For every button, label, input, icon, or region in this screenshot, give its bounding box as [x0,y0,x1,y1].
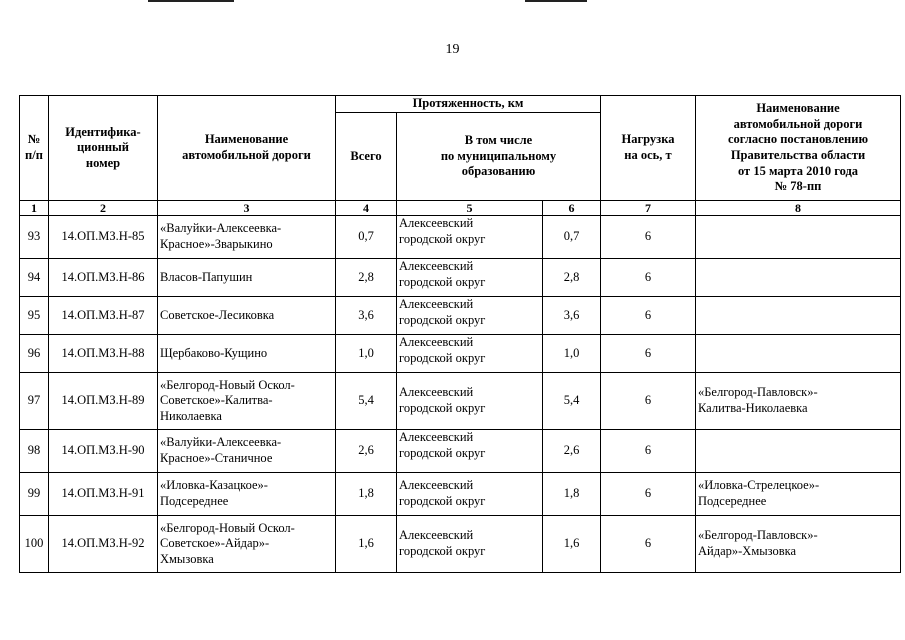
road-name: «Иловка-Казацкое»- Подсереднее [158,473,336,516]
top-rule-right [525,0,587,2]
table-row [20,335,901,373]
municipality: Алексеевский городской округ [397,373,543,430]
municipality: Алексеевский городской округ [397,297,543,335]
road-name: «Валуйки-Алексеевка- Красное»-Станичное [158,430,336,473]
column-number: 8 [696,201,901,216]
road-id: 14.ОП.МЗ.Н-85 [49,216,158,259]
header-municipality: В том числе по муниципальному образованию [397,113,601,201]
length-municipal: 0,7 [543,216,601,259]
length-municipal: 1,6 [543,516,601,573]
table-row [20,259,901,297]
column-number: 6 [543,201,601,216]
row-number: 95 [20,297,49,335]
row-number: 96 [20,335,49,373]
municipality: Алексеевский городской округ [397,516,543,573]
page-number: 19 [445,42,460,57]
regulation-name [696,430,901,473]
road-id: 14.ОП.МЗ.Н-89 [49,373,158,430]
length-municipal: 2,8 [543,259,601,297]
axle-load: 6 [601,430,696,473]
municipality: Алексеевский городской округ [397,473,543,516]
municipality: Алексеевский городской округ [397,430,543,473]
regulation-name [696,297,901,335]
length-municipal: 1,8 [543,473,601,516]
axle-load: 6 [601,259,696,297]
row-number: 99 [20,473,49,516]
column-number: 3 [158,201,336,216]
table-row [20,430,901,473]
road-id: 14.ОП.МЗ.Н-87 [49,297,158,335]
road-name: Советское-Лесиковка [158,297,336,335]
header-road-name: Наименование автомобильной дороги [158,96,336,201]
table-row [20,473,901,516]
length-total: 1,6 [336,516,397,573]
road-id: 14.ОП.МЗ.Н-88 [49,335,158,373]
header-num: № п/п [20,96,49,201]
axle-load: 6 [601,373,696,430]
road-name: Щербаково-Кущино [158,335,336,373]
column-number: 7 [601,201,696,216]
axle-load: 6 [601,516,696,573]
axle-load: 6 [601,335,696,373]
length-total: 2,8 [336,259,397,297]
table-row [20,516,901,573]
header-axle-load: Нагрузка на ось, т [601,96,696,201]
row-number: 98 [20,430,49,473]
regulation-name [696,335,901,373]
column-number: 5 [397,201,543,216]
road-id: 14.ОП.МЗ.Н-86 [49,259,158,297]
axle-load: 6 [601,216,696,259]
regulation-name [696,216,901,259]
regulation-name [696,259,901,297]
regulation-name: «Белгород-Павловск»- Айдар»-Хмызовка [696,516,901,573]
table-body [20,216,901,573]
road-id: 14.ОП.МЗ.Н-90 [49,430,158,473]
axle-load: 6 [601,297,696,335]
row-number: 94 [20,259,49,297]
header-regulation-name: Наименование автомобильной дороги согласно постановлению Правительства области от 15 марта 2010 года № 78-пп [696,96,901,201]
length-total: 5,4 [336,373,397,430]
table-row [20,297,901,335]
road-id: 14.ОП.МЗ.Н-91 [49,473,158,516]
road-id: 14.ОП.МЗ.Н-92 [49,516,158,573]
length-municipal: 5,4 [543,373,601,430]
column-number: 4 [336,201,397,216]
road-name: Власов-Папушин [158,259,336,297]
roads-table [19,95,901,573]
length-municipal: 1,0 [543,335,601,373]
table-row [20,373,901,430]
header-total: Всего [336,113,397,201]
column-number: 1 [20,201,49,216]
length-total: 1,8 [336,473,397,516]
header-length-group: Протяженность, км [336,96,601,113]
column-number: 2 [49,201,158,216]
row-number: 100 [20,516,49,573]
road-name: «Белгород-Новый Оскол- Советское»-Калитва- Николаевка [158,373,336,430]
municipality: Алексеевский городской округ [397,335,543,373]
length-total: 3,6 [336,297,397,335]
length-total: 0,7 [336,216,397,259]
length-total: 2,6 [336,430,397,473]
road-name: «Белгород-Новый Оскол- Советское»-Айдар»- Хмызовка [158,516,336,573]
table-row [20,216,901,259]
axle-load: 6 [601,473,696,516]
row-number: 97 [20,373,49,430]
regulation-name: «Белгород-Павловск»- Калитва-Николаевка [696,373,901,430]
top-rule-left [148,0,234,2]
municipality: Алексеевский городской округ [397,216,543,259]
header-id: Идентифика- ционный номер [49,96,158,201]
column-number-row [20,201,901,216]
row-number: 93 [20,216,49,259]
table-header [20,96,901,216]
length-municipal: 2,6 [543,430,601,473]
length-municipal: 3,6 [543,297,601,335]
road-name: «Валуйки-Алексеевка- Красное»-Зварыкино [158,216,336,259]
length-total: 1,0 [336,335,397,373]
regulation-name: «Иловка-Стрелецкое»- Подсереднее [696,473,901,516]
municipality: Алексеевский городской округ [397,259,543,297]
